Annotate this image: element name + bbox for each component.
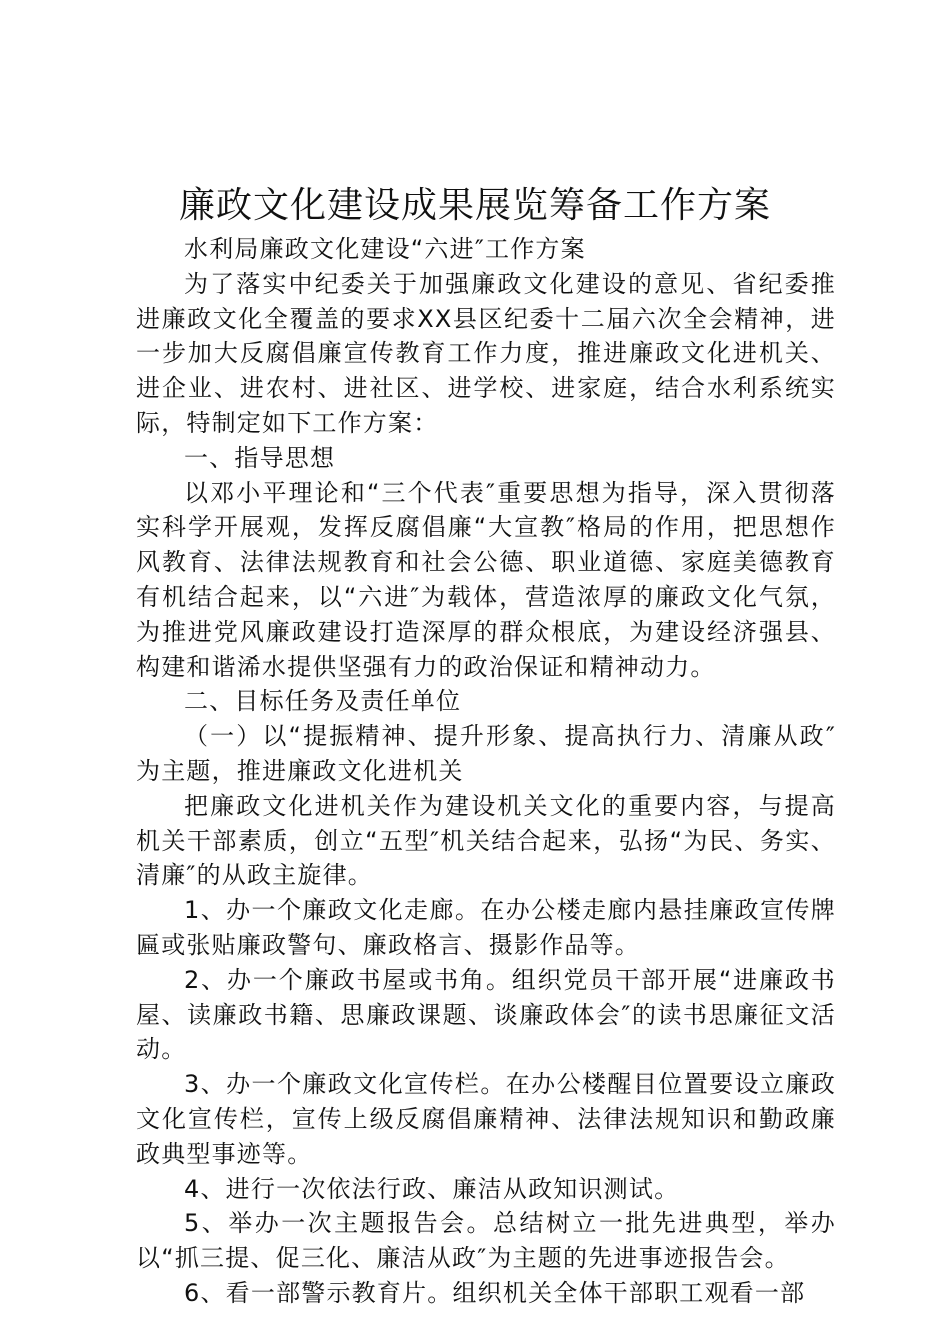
section-heading-tasks: 二、目标任务及责任单位 (184, 687, 462, 716)
intro-paragraph: 为了落实中纪委关于加强廉政文化建设的意见、省纪委推进廉政文化全覆盖的要求XX县区纪委十二届六次全会精神，进一步加大反腐倡廉宣传教育工作力度，推进廉政文化进机关、进企业、进农村、进社区、进学校、进家庭，结合水利系统实际，特制定如下工作方案： (136, 269, 836, 437)
list-item: 6、看一部警示教育片。组织机关全体干部职工观看一部 (184, 1278, 806, 1307)
page-title: 廉政文化建设成果展览筹备工作方案 (178, 185, 771, 226)
subtitle-paragraph: 水利局廉政文化建设“六进″工作方案 (184, 235, 586, 263)
subsection-heading-agencies: （一）以“提振精神、提升形象、提高执行力、清廉从政″为主题，推进廉政文化进机关 (136, 722, 836, 785)
list-item: 2、办一个廉政书屋或书角。组织党员干部开展“进廉政书屋、读廉政书籍、思廉政课题、谈廉政体会″的读书思廉征文活动。 (136, 965, 836, 1064)
list-item: 1、办一个廉政文化走廊。在办公楼走廊内悬挂廉政宣传牌匾或张贴廉政警句、廉政格言、摄影作品等。 (136, 896, 836, 959)
list-item: 4、进行一次依法行政、廉洁从政知识测试。 (184, 1174, 680, 1203)
guiding-thought-paragraph: 以邓小平理论和“三个代表″重要思想为指导，深入贯彻落实科学开展观，发挥反腐倡廉“大宣教″格局的作用，把思想作风教育、法律法规教育和社会公德、职业道德、家庭美德教育有机结合起来，以“六进″为载体，营造浓厚的廉政文化气氛，为推进党风廉政建设打造深厚的群众根底，为建设经济强县、构建和谐浠水提供坚强有力的政治保证和精神动力。 (136, 478, 836, 681)
section-heading-guiding-thought: 一、指导思想 (184, 443, 336, 472)
list-item: 5、举办一次主题报告会。总结树立一批先进典型，举办以“抓三提、促三化、廉洁从政″为主题的先进事迹报告会。 (136, 1209, 836, 1273)
document-body (136, 232, 836, 1311)
agencies-paragraph: 把廉政文化进机关作为建设机关文化的重要内容，与提高机关干部素质，创立“五型″机关结合起来，弘扬“为民、务实、清廉″的从政主旋律。 (136, 791, 836, 890)
list-item: 3、办一个廉政文化宣传栏。在办公楼醒目位置要设立廉政文化宣传栏，宣传上级反腐倡廉精神、法律法规知识和勤政廉政典型事迹等。 (136, 1070, 836, 1168)
